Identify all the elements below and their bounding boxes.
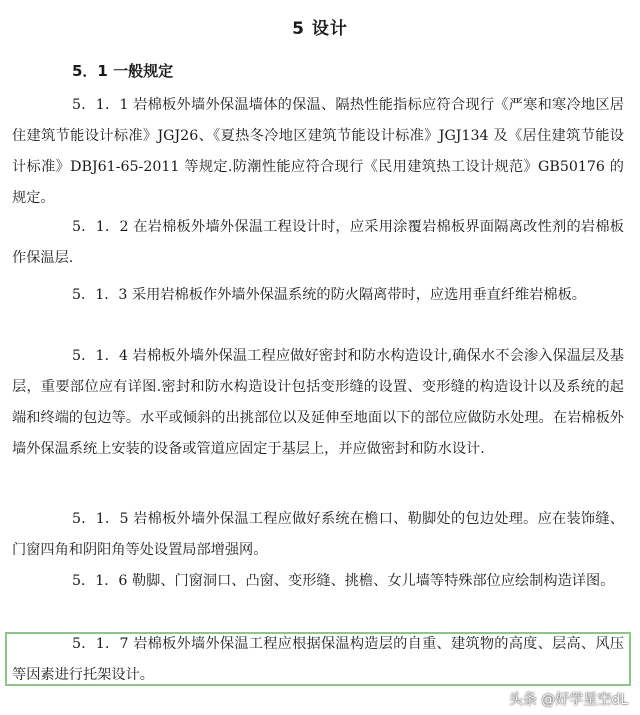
- clause-5-1-1: 5．1．1 岩棉板外墙外保温墙体的保温、隔热性能指标应符合现行《严寒和寒冷地区居住建筑节能设计标准》JGJ26、《夏热冬冷地区建筑节能设计标准》JGJ134 及《居住建筑节能设计标准》DBJ61-65-2011 等规定.防潮性能应符合现行《民用建筑热工设计规范》GB50176 的规定。: [12, 97, 624, 206]
- clause-5-1-7: 5．1．7 岩棉板外墙外保温工程应根据保温构造层的自重、建筑物的高度、层高、风压等因素进行托架设计。: [12, 636, 624, 683]
- section-heading: 5．1 一般规定: [72, 62, 174, 80]
- watermark: 头条 @好学星空dL: [508, 692, 628, 708]
- clause-5-1-6: 5．1．6 勒脚、门窗洞口、凸窗、变形缝、挑檐、女儿墙等特殊部位应绘制构造详图。: [72, 573, 615, 589]
- clause-5-1-2: 5．1．2 在岩棉板外墙外保温工程设计时，应采用涂覆岩棉板界面隔离改性剂的岩棉板作保温层.: [12, 219, 624, 266]
- page-title: 5 设计: [292, 19, 348, 39]
- clause-5-1-5: 5．1．5 岩棉板外墙外保温工程应做好系统在檐口、勒脚处的包边处理。应在装饰缝、门窗四角和阴阳角等处设置局部增强网。: [12, 511, 624, 558]
- clause-5-1-4: 5．1．4 岩棉板外墙外保温工程应做好密封和防水构造设计,确保水不会渗入保温层及基层，重要部位应有详图.密封和防水构造设计包括变形缝的设置、变形缝的构造设计以及系统的起端和终端的包边等。水平或倾斜的出挑部位以及延伸至地面以下的部位应做防水处理。在岩棉板外墙外保温系统上安装的设备或管道应固定于基层上，并应做密封和防水设计.: [12, 348, 624, 457]
- clause-5-1-3: 5．1．3 采用岩棉板作外墙外保温系统的防火隔离带时，应选用垂直纤维岩棉板。: [72, 287, 586, 303]
- highlight-box: [5, 632, 631, 686]
